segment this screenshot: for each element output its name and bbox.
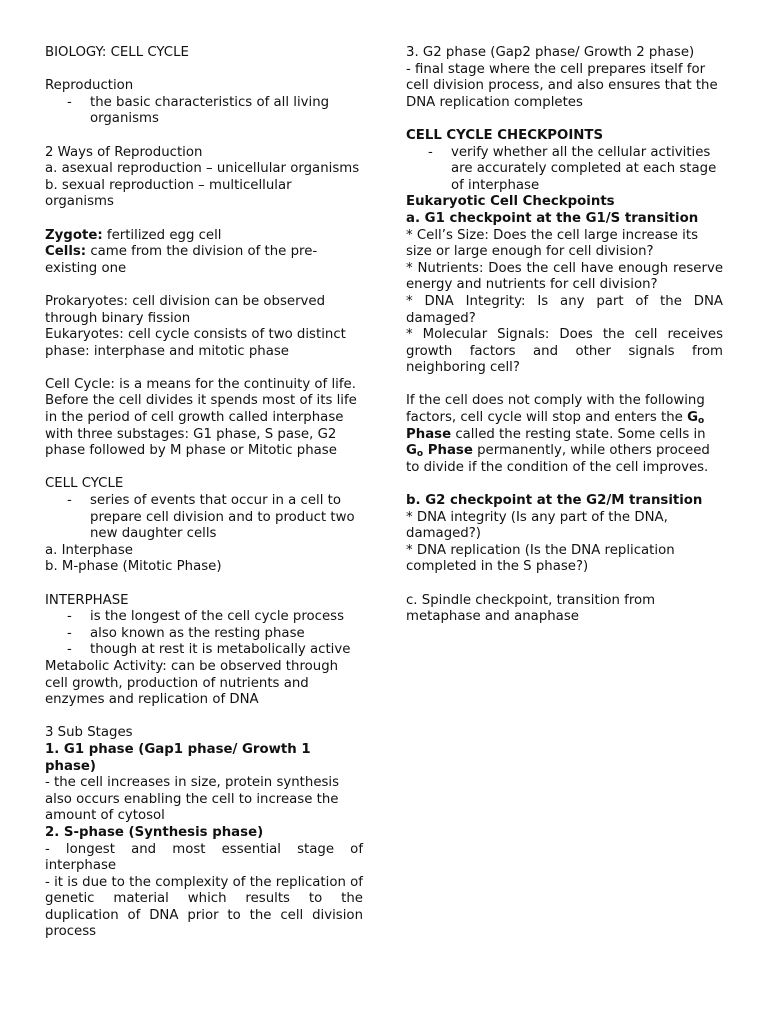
reproduction-heading: Reproduction	[45, 78, 134, 94]
prokaryotes-text: Prokaryotes: cell division can be observed through binary fission	[45, 293, 326, 326]
eukaryotic-heading	[406, 194, 723, 211]
list-item: - though at rest it is metabolically active	[45, 642, 363, 659]
list-item: - also known as the resting phase	[45, 626, 363, 643]
g2m-heading-text: b. G2 checkpoint at the G2/M transition	[406, 493, 703, 509]
interphase-heading: INTERPHASE	[45, 592, 129, 608]
s-heading-text: 2. S-phase (Synthesis phase)	[45, 824, 264, 840]
zygote-term: Zygote:	[45, 227, 103, 243]
list-item: - the basic characteristics of all living organisms	[45, 95, 363, 128]
checkpoints-heading	[406, 128, 723, 145]
interphase-list	[45, 609, 363, 659]
g0-text-2: called the resting state. Some cells in	[451, 426, 706, 442]
zygote-definition	[45, 228, 363, 245]
list-item: - verify whether all the cellular activities are accurately completed at each stage of interphase	[406, 145, 723, 195]
left-column	[45, 45, 363, 941]
s-heading	[45, 825, 363, 842]
nutrients-item: * Nutrients: Does the cell have enough reserve energy and nutrients for cell division?	[406, 260, 723, 293]
spindle-checkpoint: c. Spindle checkpoint, transition from metaphase and anaphase	[406, 592, 656, 625]
g1s-heading	[406, 211, 723, 228]
g0-phase-word: Phase	[406, 426, 452, 442]
reproduction-list	[45, 95, 363, 128]
g0-subscript: o	[416, 449, 424, 460]
g2-text: - final stage where the cell prepares itself for cell division process, and also ensures that the DNA replication completes	[406, 61, 718, 110]
substages-heading: 3 Sub Stages	[45, 725, 133, 741]
cell-cycle-list	[45, 493, 363, 543]
g0-label-2	[406, 443, 473, 458]
cells-definition	[45, 244, 363, 277]
right-column	[406, 45, 723, 626]
s-text-2: - it is due to the complexity of the replication of genetic material which results to the duplication of DNA prior to the cell division process	[45, 874, 363, 940]
checkpoints-list	[406, 145, 723, 195]
eukaryotic-heading-text: Eukaryotic Cell Checkpoints	[406, 194, 615, 210]
g2-heading: 3. G2 phase (Gap2 phase/ Growth 2 phase)	[406, 45, 695, 60]
checkpoints-heading-text: CELL CYCLE CHECKPOINTS	[406, 127, 604, 143]
list-item: - is the longest of the cell cycle process	[45, 609, 363, 626]
g0-text-1: If the cell does not comply with the following factors, cell cycle will stop and enters the	[406, 393, 705, 426]
cell-cycle-heading: CELL CYCLE	[45, 476, 124, 492]
ways-heading: 2 Ways of Reproduction	[45, 144, 203, 160]
cell-cycle-paragraph: Cell Cycle: is a means for the continuity of life. Before the cell divides it spends most of its life in the period of cell growth called interphase with three substages: G1 phase, S pase, G2 phase followed by M phase or Mitotic phase	[45, 376, 357, 459]
g0-subscript: o	[698, 416, 705, 427]
g1-text: - the cell increases in size, protein synthesis also occurs enabling the cell to increase the amount of cytosol	[45, 775, 340, 824]
document-title: BIOLOGY: CELL CYCLE	[45, 45, 189, 60]
g0-paragraph	[406, 393, 723, 476]
molecular-signals-item: * Molecular Signals: Does the cell receives growth factors and other signals from neighboring cell?	[406, 327, 723, 376]
g0-phase-word: Phase	[423, 443, 473, 459]
way-a: a. asexual reproduction – unicellular organisms	[45, 161, 360, 177]
s-text-1: - longest and most essential stage of interphase	[45, 841, 363, 874]
g2m-dna-integrity: * DNA integrity (Is any part of the DNA, damaged?)	[406, 509, 668, 542]
list-item: - series of events that occur in a cell to prepare cell division and to product two new daughter cells	[45, 493, 363, 543]
size-item: * Cell’s Size: Does the cell large increase its size or large enough for cell division?	[406, 227, 699, 260]
metabolic-activity: Metabolic Activity: can be observed through cell growth, production of nutrients and enzymes and replication of DNA	[45, 658, 339, 708]
way-b: b. sexual reproduction – multicellular organisms	[45, 177, 292, 210]
phase-b: b. M-phase (Mitotic Phase)	[45, 559, 222, 575]
g2m-heading	[406, 493, 723, 510]
g1s-heading-text: a. G1 checkpoint at the G1/S transition	[406, 210, 699, 226]
cells-term: Cells:	[45, 244, 87, 260]
phase-a: a. Interphase	[45, 542, 133, 558]
eukaryotes-text: Eukaryotes: cell cycle consists of two distinct phase: interphase and mitotic phase	[45, 327, 346, 359]
g1-heading-text: 1. G1 phase (Gap1 phase/ Growth 1 phase)	[45, 741, 311, 774]
g0-letter: G	[687, 410, 699, 426]
g0-letter: G	[406, 443, 417, 459]
g1-heading	[45, 742, 363, 775]
g2m-dna-replication: * DNA replication (Is the DNA replication completed in the S phase?)	[406, 542, 675, 575]
cells-text: came from the division of the pre-existing one	[45, 244, 318, 276]
dna-integrity-item: * DNA Integrity: Is any part of the DNA damaged?	[406, 293, 723, 326]
g0-text-3: permanently, while others proceed to divide if the condition of the cell improves.	[406, 443, 710, 475]
zygote-text: fertilized egg cell	[102, 227, 222, 243]
